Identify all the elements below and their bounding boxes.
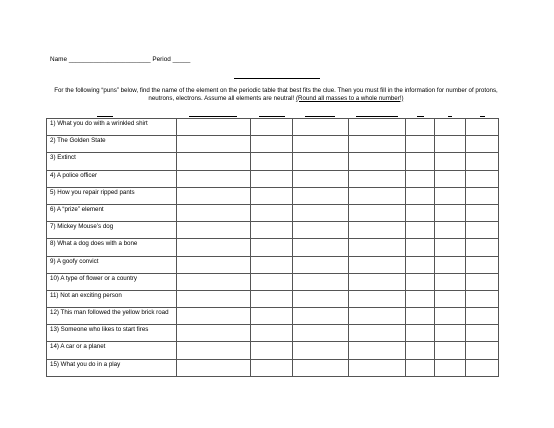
header-blank [97,116,113,117]
answer-cell[interactable] [251,153,293,170]
answer-cell[interactable] [293,136,349,153]
answer-cell[interactable] [177,153,251,170]
answer-cell[interactable] [406,308,435,325]
table-row [47,239,499,256]
answer-cell[interactable] [293,273,349,290]
answer-cell[interactable] [251,170,293,187]
header-blank [448,116,452,117]
answer-cell[interactable] [435,187,466,204]
header-blank [480,116,485,117]
answer-cell[interactable] [466,359,499,376]
answer-cell[interactable] [466,290,499,307]
answer-cell[interactable] [177,204,251,221]
table-row [47,153,499,170]
header-cell [435,114,466,119]
answer-cell[interactable] [293,153,349,170]
table-row [47,359,499,376]
header-cell [177,114,251,119]
answer-cell[interactable] [251,119,293,136]
answer-cell[interactable] [177,359,251,376]
answer-cell[interactable] [435,325,466,342]
answer-cell[interactable] [349,359,406,376]
answer-cell[interactable] [177,222,251,239]
answer-cell[interactable] [293,290,349,307]
answer-cell[interactable] [435,256,466,273]
answer-cell[interactable] [349,136,406,153]
puns-table [46,114,499,377]
table-row [47,256,499,273]
answer-cell[interactable] [349,342,406,359]
clue-cell: 11) Not an exciting person [47,290,177,307]
answer-cell[interactable] [406,153,435,170]
answer-cell[interactable] [349,187,406,204]
answer-cell[interactable] [466,273,499,290]
answer-cell[interactable] [406,325,435,342]
answer-cell[interactable] [251,359,293,376]
answer-cell[interactable] [349,290,406,307]
answer-cell[interactable] [466,170,499,187]
answer-cell[interactable] [466,239,499,256]
header-cell [251,114,293,119]
answer-cell[interactable] [466,342,499,359]
answer-cell[interactable] [293,359,349,376]
clue-cell: 13) Someone who likes to start fires [47,325,177,342]
answer-cell[interactable] [251,222,293,239]
answer-cell[interactable] [251,136,293,153]
answer-cell[interactable] [251,342,293,359]
answer-cell[interactable] [349,119,406,136]
header-cell [406,114,435,119]
answer-cell[interactable] [466,256,499,273]
table-row [47,273,499,290]
answer-cell[interactable] [251,273,293,290]
clue-cell: 10) A type of flower or a country [47,273,177,290]
clue-cell: 1) What you do with a wrinkled shirt [47,119,177,136]
answer-cell[interactable] [435,290,466,307]
answer-cell[interactable] [435,308,466,325]
answer-cell[interactable] [349,153,406,170]
answer-cell[interactable] [293,308,349,325]
answer-cell[interactable] [466,136,499,153]
header-cell [466,114,499,119]
answer-cell[interactable] [177,170,251,187]
clue-cell: 7) Mickey Mouse’s dog [47,222,177,239]
answer-cell[interactable] [177,325,251,342]
answer-cell[interactable] [406,239,435,256]
answer-cell[interactable] [293,119,349,136]
answer-cell[interactable] [177,187,251,204]
answer-cell[interactable] [293,239,349,256]
answer-cell[interactable] [466,325,499,342]
answer-cell[interactable] [251,325,293,342]
table-row [47,325,499,342]
answer-cell[interactable] [177,239,251,256]
clue-cell: 14) A car or a planet [47,342,177,359]
answer-cell[interactable] [435,222,466,239]
answer-cell[interactable] [466,119,499,136]
name-period-line: Name _______________________ Period _____ [50,56,191,63]
answer-cell[interactable] [406,136,435,153]
header-cell [47,114,177,119]
answer-cell[interactable] [406,290,435,307]
answer-cell[interactable] [177,342,251,359]
answer-cell[interactable] [293,222,349,239]
table-row [47,308,499,325]
answer-cell[interactable] [349,204,406,221]
answer-cell[interactable] [406,359,435,376]
answer-cell[interactable] [293,342,349,359]
answer-cell[interactable] [435,136,466,153]
rounding-note: (Round all masses to a whole number!) [295,94,404,102]
header-blank [259,116,285,117]
answer-cell[interactable] [349,170,406,187]
table-row [47,204,499,221]
answer-cell[interactable] [435,204,466,221]
clue-cell: 3) Extinct [47,153,177,170]
table-row [47,222,499,239]
instructions-paragraph [50,87,502,102]
table-row [47,136,499,153]
instructions-text: For the following “puns” below, find the name of the element on the periodic table that best fits the clue. Then you must fill in the information for number of protons, neutrons, electrons. Assume all elements are neutral! [54,87,498,102]
answer-cell[interactable] [177,308,251,325]
table-row [47,187,499,204]
answer-cell[interactable] [435,273,466,290]
table-row [47,170,499,187]
header-blank [356,116,398,117]
answer-cell[interactable] [466,204,499,221]
answer-cell[interactable] [177,136,251,153]
answer-cell[interactable] [251,187,293,204]
clue-cell: 4) A police officer [47,170,177,187]
clue-cell: 9) A goofy convict [47,256,177,273]
answer-cell[interactable] [435,153,466,170]
answer-cell[interactable] [293,170,349,187]
answer-cell[interactable] [406,342,435,359]
answer-cell[interactable] [435,359,466,376]
answer-cell[interactable] [349,222,406,239]
answer-cell[interactable] [466,308,499,325]
header-blank [417,116,424,117]
answer-cell[interactable] [251,204,293,221]
answer-cell[interactable] [251,308,293,325]
clue-cell: 15) What you do in a play [47,359,177,376]
table-row [47,342,499,359]
answer-cell[interactable] [406,119,435,136]
answer-cell[interactable] [406,204,435,221]
answer-cell[interactable] [251,239,293,256]
answer-cell[interactable] [293,204,349,221]
clue-cell: 2) The Golden State [47,136,177,153]
answer-cell[interactable] [251,256,293,273]
answer-cell[interactable] [406,187,435,204]
answer-cell[interactable] [466,187,499,204]
answer-cell[interactable] [349,256,406,273]
answer-cell[interactable] [406,222,435,239]
table-row [47,119,499,136]
answer-cell[interactable] [435,342,466,359]
clue-cell: 6) A “prize” element [47,204,177,221]
header-cell [293,114,349,119]
answer-cell[interactable] [349,273,406,290]
clue-cell: 5) How you repair ripped pants [47,187,177,204]
answer-cell[interactable] [177,119,251,136]
answer-cell[interactable] [406,273,435,290]
table-header-row [47,114,499,119]
header-blank [305,116,335,117]
answer-cell[interactable] [293,256,349,273]
header-blank [189,116,237,117]
table-row [47,290,499,307]
answer-cell[interactable] [177,290,251,307]
answer-cell[interactable] [349,308,406,325]
table-body [47,119,499,377]
answer-cell[interactable] [177,273,251,290]
answer-cell[interactable] [466,153,499,170]
answer-cell[interactable] [435,170,466,187]
clue-cell: 8) What a dog does with a bone [47,239,177,256]
answer-cell[interactable] [177,256,251,273]
answer-cell[interactable] [349,239,406,256]
answer-cell[interactable] [406,170,435,187]
title-blank-line [234,78,320,79]
answer-cell[interactable] [349,325,406,342]
answer-cell[interactable] [435,239,466,256]
answer-cell[interactable] [435,119,466,136]
answer-cell[interactable] [251,290,293,307]
answer-cell[interactable] [406,256,435,273]
header-cell [349,114,406,119]
answer-cell[interactable] [293,187,349,204]
answer-cell[interactable] [293,325,349,342]
clue-cell: 12) This man followed the yellow brick road [47,308,177,325]
answer-cell[interactable] [466,222,499,239]
